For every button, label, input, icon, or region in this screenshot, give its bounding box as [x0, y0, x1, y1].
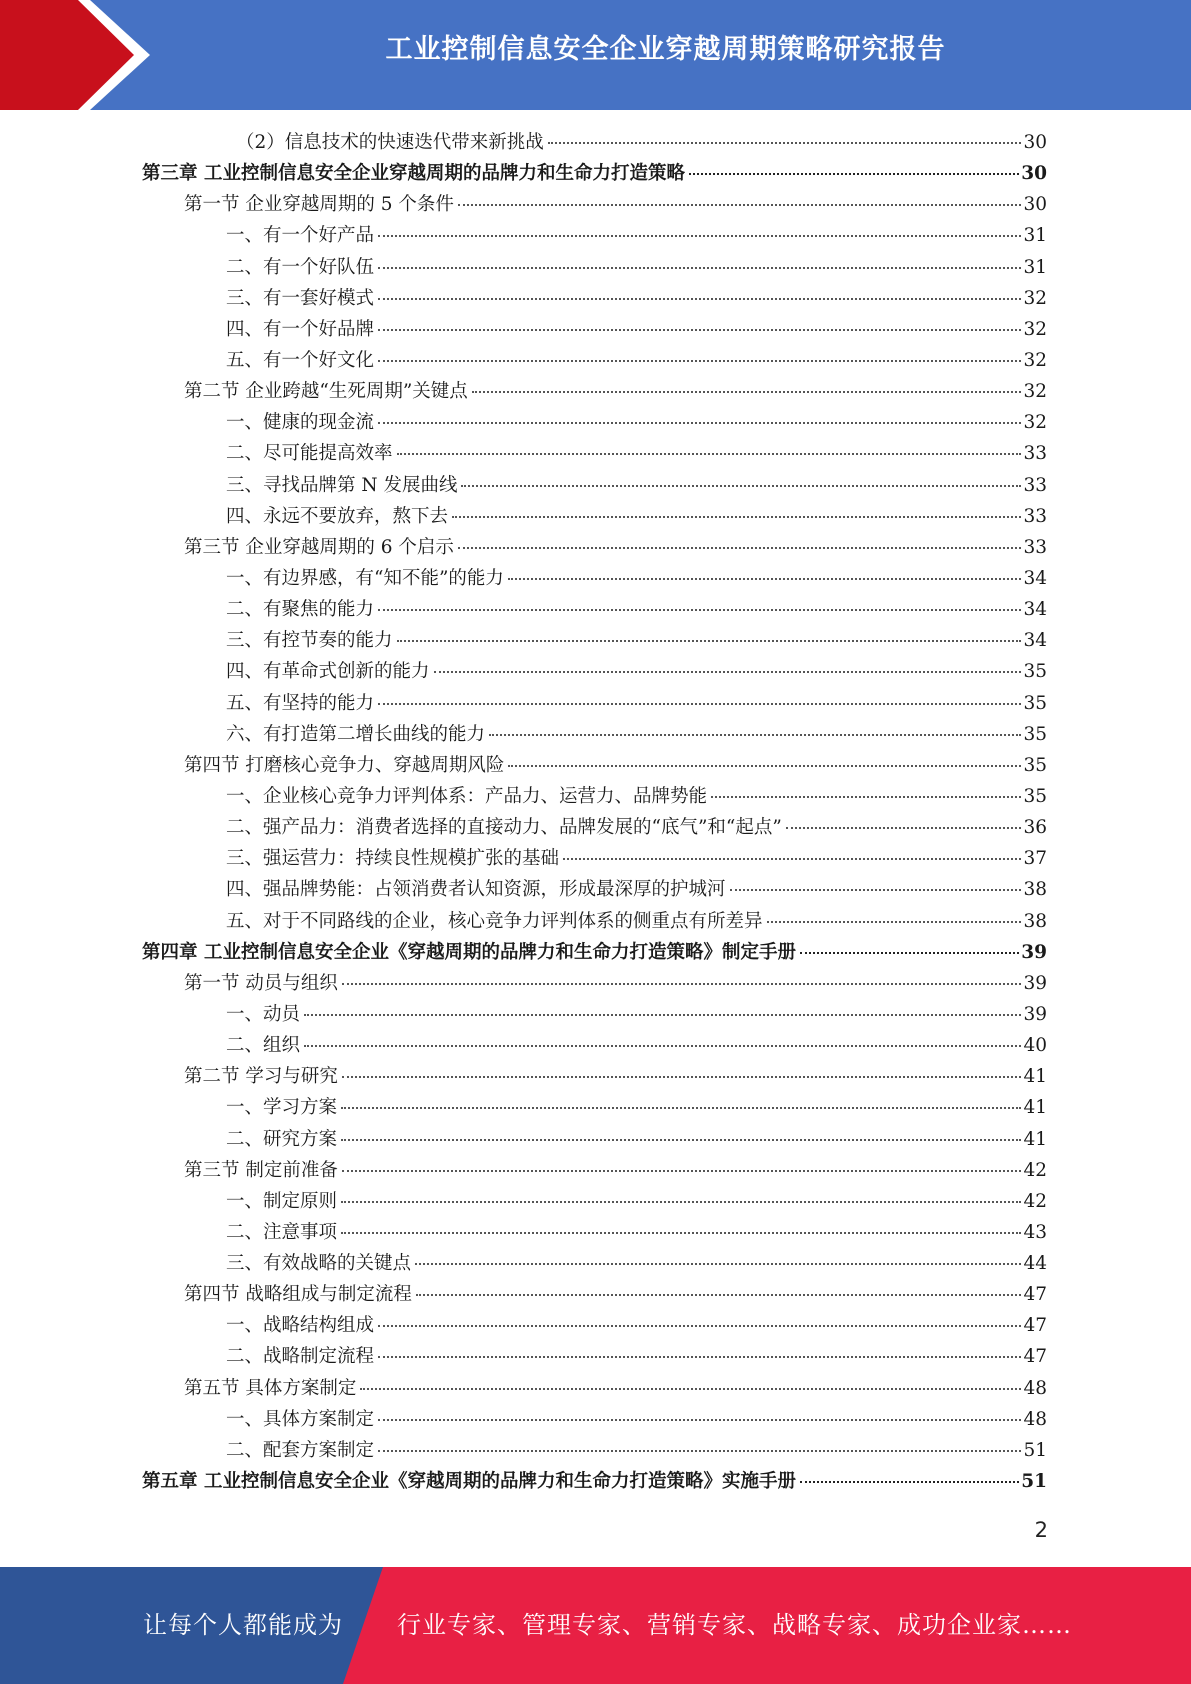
toc-subsection-entry[interactable] — [142, 875, 1047, 906]
toc-entry-title: 第二节 学习与研究 — [184, 1066, 338, 1088]
toc-dot-leader — [689, 172, 1019, 175]
toc-subsection-entry[interactable] — [142, 128, 1047, 159]
table-of-contents — [142, 128, 1047, 1498]
toc-subsection-entry[interactable] — [142, 221, 1047, 252]
toc-dot-leader — [767, 920, 1022, 923]
toc-entry-page: 33 — [1023, 474, 1047, 496]
toc-entry-title: 四、有一个好品牌 — [226, 318, 375, 340]
toc-entry-title: 第一节 企业穿越周期的 5 个条件 — [184, 194, 454, 216]
toc-dot-leader — [452, 515, 1021, 518]
toc-dot-leader — [458, 546, 1022, 549]
toc-entry-page: 48 — [1023, 1377, 1047, 1399]
red-chevron-logo-icon — [0, 0, 160, 110]
toc-entry-title: 五、有坚持的能力 — [226, 692, 375, 714]
toc-entry-title: 二、尽可能提高效率 — [226, 443, 393, 465]
toc-entry-title: 六、有打造第二增长曲线的能力 — [226, 723, 486, 745]
toc-dot-leader — [458, 203, 1022, 206]
toc-entry-page: 39 — [1021, 941, 1047, 963]
toc-entry-page: 42 — [1023, 1159, 1047, 1181]
toc-dot-leader — [472, 390, 1022, 393]
toc-entry-title: 二、组织 — [226, 1035, 301, 1057]
toc-section-entry[interactable] — [142, 1062, 1047, 1093]
toc-dot-leader — [563, 857, 1021, 860]
toc-subsection-entry[interactable] — [142, 626, 1047, 657]
toc-subsection-entry[interactable] — [142, 1249, 1047, 1280]
toc-subsection-entry[interactable] — [142, 284, 1047, 315]
report-title: 工业控制信息安全企业穿越周期策略研究报告 — [385, 34, 946, 65]
toc-entry-page: 41 — [1023, 1066, 1047, 1088]
toc-subsection-entry[interactable] — [142, 315, 1047, 346]
toc-subsection-entry[interactable] — [142, 844, 1047, 875]
toc-subsection-entry[interactable] — [142, 720, 1047, 751]
toc-entry-page: 47 — [1023, 1315, 1047, 1337]
toc-entry-page: 32 — [1023, 412, 1047, 434]
toc-entry-title: 三、有一套好模式 — [226, 287, 375, 309]
toc-chapter-entry[interactable] — [142, 1467, 1047, 1498]
toc-entry-page: 32 — [1023, 349, 1047, 371]
toc-chapter-entry[interactable] — [142, 159, 1047, 190]
page-number: 2 — [1034, 1518, 1048, 1542]
toc-entry-page: 43 — [1023, 1221, 1047, 1243]
toc-dot-leader — [378, 608, 1021, 611]
toc-dot-leader — [378, 297, 1021, 300]
toc-entry-page: 34 — [1023, 599, 1047, 621]
toc-subsection-entry[interactable] — [142, 1187, 1047, 1218]
toc-subsection-entry[interactable] — [142, 439, 1047, 470]
toc-entry-title: 三、有控节奏的能力 — [226, 630, 393, 652]
toc-entry-page: 31 — [1023, 225, 1047, 247]
toc-entry-page: 30 — [1023, 132, 1047, 153]
toc-entry-page: 33 — [1023, 536, 1047, 558]
toc-chapter-entry[interactable] — [142, 938, 1047, 969]
toc-entry-page: 34 — [1023, 567, 1047, 589]
toc-subsection-entry[interactable] — [142, 253, 1047, 284]
toc-dot-leader — [489, 733, 1021, 736]
toc-section-entry[interactable] — [142, 1280, 1047, 1311]
toc-entry-title: 二、注意事项 — [226, 1221, 338, 1243]
toc-entry-title: 一、战略结构组成 — [226, 1315, 375, 1337]
toc-dot-leader — [342, 1169, 1022, 1172]
toc-entry-page: 32 — [1023, 287, 1047, 309]
toc-subsection-entry[interactable] — [142, 1436, 1047, 1467]
toc-entry-title: 二、研究方案 — [226, 1128, 338, 1150]
toc-entry-title: 二、强产品力：消费者选择的直接动力、品牌发展的“底气”和“起点” — [226, 817, 782, 839]
toc-entry-page: 51 — [1021, 1471, 1047, 1493]
toc-entry-title: 三、强运营力：持续良性规模扩张的基础 — [226, 848, 560, 870]
toc-entry-page: 42 — [1023, 1190, 1047, 1212]
toc-entry-page: 30 — [1021, 163, 1047, 185]
toc-entry-title: 第四节 打磨核心竞争力、穿越周期风险 — [184, 754, 505, 776]
toc-entry-page: 38 — [1023, 910, 1047, 932]
toc-entry-title: 第五节 具体方案制定 — [184, 1377, 357, 1399]
toc-subsection-entry[interactable] — [142, 1093, 1047, 1124]
toc-dot-leader — [378, 1324, 1021, 1327]
toc-subsection-entry[interactable] — [142, 1342, 1047, 1373]
toc-dot-leader — [397, 639, 1022, 642]
toc-entry-title: 三、寻找品牌第 N 发展曲线 — [226, 474, 458, 496]
toc-entry-title: 二、有一个好队伍 — [226, 256, 375, 278]
toc-dot-leader — [378, 359, 1021, 362]
toc-dot-leader — [548, 141, 1022, 144]
toc-subsection-entry[interactable] — [142, 1405, 1047, 1436]
toc-subsection-entry[interactable] — [142, 1218, 1047, 1249]
toc-subsection-entry[interactable] — [142, 595, 1047, 626]
toc-entry-page: 30 — [1023, 194, 1047, 216]
toc-dot-leader — [378, 1355, 1021, 1358]
toc-entry-page: 48 — [1023, 1408, 1047, 1430]
toc-entry-page: 34 — [1023, 630, 1047, 652]
toc-subsection-entry[interactable] — [142, 1000, 1047, 1031]
toc-section-entry[interactable] — [142, 969, 1047, 1000]
toc-subsection-entry[interactable] — [142, 689, 1047, 720]
toc-dot-leader — [304, 1044, 1021, 1047]
toc-dot-leader — [341, 1231, 1021, 1234]
toc-dot-leader — [378, 1449, 1021, 1452]
toc-entry-title: 一、动员 — [226, 1003, 301, 1025]
toc-entry-page: 33 — [1023, 443, 1047, 465]
toc-entry-title: 五、有一个好文化 — [226, 349, 375, 371]
toc-entry-title: 四、永远不要放弃，熬下去 — [226, 505, 449, 527]
toc-section-entry[interactable] — [142, 190, 1047, 221]
toc-dot-leader — [342, 1075, 1022, 1078]
toc-entry-page: 35 — [1023, 661, 1047, 683]
toc-dot-leader — [461, 484, 1021, 487]
toc-dot-leader — [378, 266, 1021, 269]
toc-section-entry[interactable] — [142, 533, 1047, 564]
toc-dot-leader — [397, 452, 1022, 455]
toc-section-entry[interactable] — [142, 1156, 1047, 1187]
toc-subsection-entry[interactable] — [142, 1311, 1047, 1342]
toc-entry-page: 35 — [1023, 785, 1047, 807]
toc-entry-page: 41 — [1023, 1097, 1047, 1119]
toc-entry-page: 51 — [1023, 1439, 1047, 1461]
toc-entry-title: 二、配套方案制定 — [226, 1439, 375, 1461]
toc-entry-page: 31 — [1023, 256, 1047, 278]
toc-entry-title: 第二节 企业跨越“生死周期”关键点 — [184, 381, 468, 403]
toc-entry-page: 37 — [1023, 848, 1047, 870]
toc-entry-title: 第五章 工业控制信息安全企业《穿越周期的品牌力和生命力打造策略》实施手册 — [142, 1471, 796, 1493]
toc-dot-leader — [508, 764, 1021, 767]
toc-entry-title: 一、健康的现金流 — [226, 412, 375, 434]
toc-dot-leader — [416, 1293, 1022, 1296]
toc-entry-title: 三、有效战略的关键点 — [226, 1253, 412, 1275]
toc-section-entry[interactable] — [142, 377, 1047, 408]
toc-entry-page: 47 — [1023, 1284, 1047, 1306]
toc-entry-page: 38 — [1023, 879, 1047, 901]
toc-dot-leader — [341, 1138, 1021, 1141]
toc-subsection-entry[interactable] — [142, 782, 1047, 813]
toc-entry-title: 第三章 工业控制信息安全企业穿越周期的品牌力和生命力打造策略 — [142, 163, 685, 185]
toc-entry-page: 35 — [1023, 723, 1047, 745]
toc-section-entry[interactable] — [142, 751, 1047, 782]
toc-entry-page: 35 — [1023, 692, 1047, 714]
toc-entry-page: 47 — [1023, 1346, 1047, 1368]
toc-entry-page: 35 — [1023, 754, 1047, 776]
toc-entry-page: 41 — [1023, 1128, 1047, 1150]
toc-entry-title: 一、企业核心竞争力评判体系：产品力、运营力、品牌势能 — [226, 785, 708, 807]
toc-entry-page: 32 — [1023, 318, 1047, 340]
toc-dot-leader — [341, 1106, 1021, 1109]
toc-entry-title: 二、战略制定流程 — [226, 1346, 375, 1368]
toc-entry-title: 一、有一个好产品 — [226, 225, 375, 247]
toc-dot-leader — [304, 1013, 1021, 1016]
toc-entry-page: 39 — [1023, 1003, 1047, 1025]
page-header — [0, 0, 1191, 110]
toc-entry-page: 44 — [1023, 1253, 1047, 1275]
footer-slogan-left: 让每个人都能成为 — [143, 1611, 343, 1639]
toc-subsection-entry[interactable] — [142, 907, 1047, 938]
toc-dot-leader — [378, 1418, 1021, 1421]
toc-entry-title: 第一节 动员与组织 — [184, 972, 338, 994]
toc-dot-leader — [360, 1387, 1021, 1390]
toc-dot-leader — [786, 826, 1022, 829]
toc-dot-leader — [342, 982, 1022, 985]
toc-subsection-entry[interactable] — [142, 471, 1047, 502]
toc-entry-title: 四、有革命式创新的能力 — [226, 661, 430, 683]
toc-dot-leader — [378, 328, 1021, 331]
toc-entry-page: 40 — [1023, 1035, 1047, 1057]
toc-entry-title: 第四节 战略组成与制定流程 — [184, 1284, 412, 1306]
toc-dot-leader — [434, 670, 1022, 673]
toc-dot-leader — [378, 421, 1021, 424]
toc-entry-title: 二、有聚焦的能力 — [226, 599, 375, 621]
toc-entry-title: 一、制定原则 — [226, 1190, 338, 1212]
toc-entry-page: 32 — [1023, 381, 1047, 403]
toc-subsection-entry[interactable] — [142, 657, 1047, 688]
toc-entry-title: 四、强品牌势能：占领消费者认知资源，形成最深厚的护城河 — [226, 879, 726, 901]
toc-entry-title: 一、具体方案制定 — [226, 1408, 375, 1430]
toc-dot-leader — [415, 1262, 1021, 1265]
toc-dot-leader — [508, 577, 1022, 580]
toc-entry-title: 一、学习方案 — [226, 1097, 338, 1119]
toc-dot-leader — [800, 951, 1019, 954]
toc-dot-leader — [378, 702, 1021, 705]
toc-subsection-entry[interactable] — [142, 813, 1047, 844]
toc-subsection-entry[interactable] — [142, 1031, 1047, 1062]
toc-entry-page: 39 — [1023, 972, 1047, 994]
toc-subsection-entry[interactable] — [142, 408, 1047, 439]
toc-entry-title: 一、有边界感，有“知不能”的能力 — [226, 567, 504, 589]
footer-slogan-right: 行业专家、管理专家、营销专家、战略专家、成功企业家…… — [397, 1611, 1072, 1639]
toc-entry-title: 第三节 企业穿越周期的 6 个启示 — [184, 536, 454, 558]
page-footer — [0, 1567, 1191, 1684]
toc-subsection-entry[interactable] — [142, 564, 1047, 595]
toc-subsection-entry[interactable] — [142, 1125, 1047, 1156]
toc-subsection-entry[interactable] — [142, 346, 1047, 377]
toc-entry-page: 33 — [1023, 505, 1047, 527]
toc-entry-title: 五、对于不同路线的企业，核心竞争力评判体系的侧重点有所差异 — [226, 910, 763, 932]
toc-entry-page: 36 — [1023, 817, 1047, 839]
toc-entry-title: 第三节 制定前准备 — [184, 1159, 338, 1181]
toc-dot-leader — [730, 888, 1022, 891]
toc-dot-leader — [711, 795, 1021, 798]
toc-dot-leader — [378, 234, 1021, 237]
toc-dot-leader — [341, 1200, 1021, 1203]
toc-dot-leader — [800, 1480, 1019, 1483]
toc-entry-title: （2）信息技术的快速迭代带来新挑战 — [236, 132, 544, 153]
toc-section-entry[interactable] — [142, 1374, 1047, 1405]
toc-entry-title: 第四章 工业控制信息安全企业《穿越周期的品牌力和生命力打造策略》制定手册 — [142, 941, 796, 963]
toc-subsection-entry[interactable] — [142, 502, 1047, 533]
